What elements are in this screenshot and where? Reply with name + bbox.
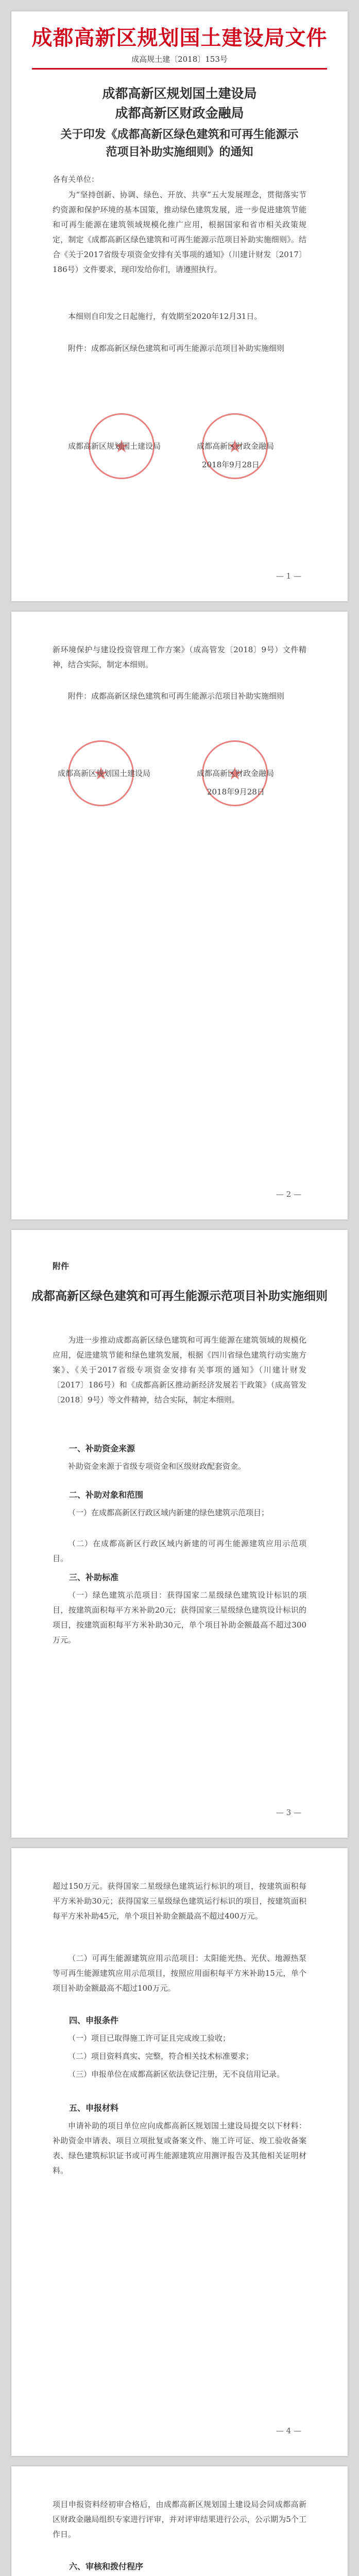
paragraph: （二）项目资料真实、完整，符合相关技术标准要求； (68, 2052, 254, 2061)
paragraph: 新环境保护与建设投资管理工作方案》（成高管发〔2018〕9号）文件精神，结合实际，制定本细则。 (53, 645, 306, 669)
salutation: 各有关单位： (53, 175, 99, 184)
page-number: — 4 — (276, 2426, 301, 2435)
paragraph: （一）项目已取得施工许可证且完成竣工验收； (68, 2033, 231, 2043)
page-number: — 3 — (276, 1808, 301, 1817)
rules-title: 成都高新区绿色建筑和可再生能源示范项目补助实施细则 (31, 1289, 328, 1303)
paragraph: （一）绿色建筑示范项目：获得国家二星级绿色建筑设计标识的项目，按建筑面积每平方米补助20元；获得国家三星级绿色建筑设计标识的项目，按建筑面积每平方米补助30元，单个项目补助金额最高不超过300万元。 (53, 1590, 306, 1645)
attachment-label: 附件 (53, 1261, 70, 1271)
signature-issuer-2: 成都高新区财政金融局 (197, 442, 275, 451)
section-heading-3: 三、补助标准 (69, 1572, 119, 1582)
signature-issuer-2: 成都高新区财政金融局 (197, 769, 275, 778)
paragraph: （二）在成都高新区行政区域内新建的可再生能源建筑应用示范项目。 (53, 1539, 306, 1563)
document-number: 成高规土建〔2018〕153号 (131, 55, 228, 64)
notice-paragraph-1: 为“坚持创新、协调、绿色、开放、共享”五大发展理念，贯彻落实节约资源和保护环境的基本国策，推动绿色建筑发展，进一步促进建筑节能和可再生能源在建筑领域规模化推广应用，根据国家和省市相关政策规定，制定《成都高新区绿色建筑和可再生能源示范项目补助实施细则》。结合《关于2017省级专项资金安排有关事项的通知》（川建计财发〔2017〕186号）文件要求，现印发给你们，请遵照执行。 (53, 190, 306, 274)
page-3 (11, 1230, 348, 1838)
paragraph: （一）在成都高新区行政区域内新建的绿色建筑示范项目； (68, 1508, 269, 1517)
notice-paragraph-2: 本细则自印发之日起施行，有效期至2020年12月31日。 (68, 312, 262, 321)
issuer-name-2: 成都高新区财政金融局 (115, 106, 244, 121)
signature-date: 2018年9月28日 (207, 787, 265, 796)
page-5 (11, 2466, 348, 2576)
notice-title: 关于印发《成都高新区绿色建筑和可再生能源示范项目补助实施细则》的通知 (60, 128, 299, 159)
section-heading-6: 六、审核和拨付程序 (69, 2562, 144, 2571)
page-4 (11, 1848, 348, 2456)
paragraph: （三）申报单位在成都高新区依法登记注册，无不良信用记录。 (68, 2070, 285, 2079)
signature-issuer-1: 成都高新区规划国土建设局 (58, 769, 151, 778)
issuer-name-1: 成都高新区规划国土建设局 (102, 86, 257, 101)
page-number: — 2 — (276, 1190, 301, 1199)
section-heading-1: 一、补助资金来源 (69, 1444, 135, 1453)
paragraph: 超过150万元。获得国家二星级绿色建筑运行标识的项目，按建筑面积每平方米补助30元；获得国家三星级绿色建筑运行标识的项目，按建筑面积每平方米补助45元，单个项目补助金额最高不超过400万元。 (53, 1882, 306, 1921)
page-2 (11, 612, 348, 1219)
page-1 (11, 11, 348, 601)
page-number: — 1 — (276, 571, 301, 581)
section-heading-2: 二、补助对象和范围 (69, 1490, 144, 1500)
paragraph: 项目申报资料经初审合格后，由成都高新区规划国土建设局会同成都高新区财政金融局组织专家进行评审，并对评审结果进行公示，公示期为5个工作日。 (53, 2500, 306, 2539)
paragraph: 补助资金来源于省级专项资金和区级财政配套资金。 (68, 1462, 246, 1471)
signature-issuer-1: 成都高新区规划国土建设局 (68, 442, 161, 451)
paragraph: 申请补助的项目单位应向成都高新区规划国土建设局提交以下材料：补助资金申请表、项目立项批复或备案文件、施工许可证、竣工验收备案表、绿色建筑标识证书或可再生能源建筑应用测评报告及其他相关证明材料。 (53, 2121, 306, 2175)
section-heading-4: 四、申报条件 (69, 2015, 119, 2025)
signature-date: 2018年9月28日 (202, 460, 260, 469)
intro-paragraph: 为进一步推动成都高新区绿色建筑和可再生能源在建筑领域的规模化应用，促进建筑节能和绿色建筑发展，根据《四川省绿色建筑行动实施方案》、《关于2017省级专项资金安排有关事项的通知》（川建计财发〔2017〕186号）和《成都高新区推动新经济发展若干政策》（成高管发〔2018〕9号）等文件精神，结合实际，制定本细则。 (53, 1335, 306, 1404)
red-header-rule (32, 68, 327, 70)
paragraph: （二）可再生能源建筑应用示范项目：太阳能光热、光伏、地源热泵等可再生能源建筑应用示范项目，按照应用面积每平方米补助15元，单个项目补助金额最高不超过100万元。 (53, 1954, 306, 1993)
attachment-line: 附件：成都高新区绿色建筑和可再生能源示范项目补助实施细则 (68, 691, 285, 701)
attachment-line: 附件：成都高新区绿色建筑和可再生能源示范项目补助实施细则 (68, 344, 285, 353)
document-header-title: 成都高新区规划国土建设局文件 (31, 26, 328, 50)
section-heading-5: 五、申报材料 (69, 2103, 119, 2113)
